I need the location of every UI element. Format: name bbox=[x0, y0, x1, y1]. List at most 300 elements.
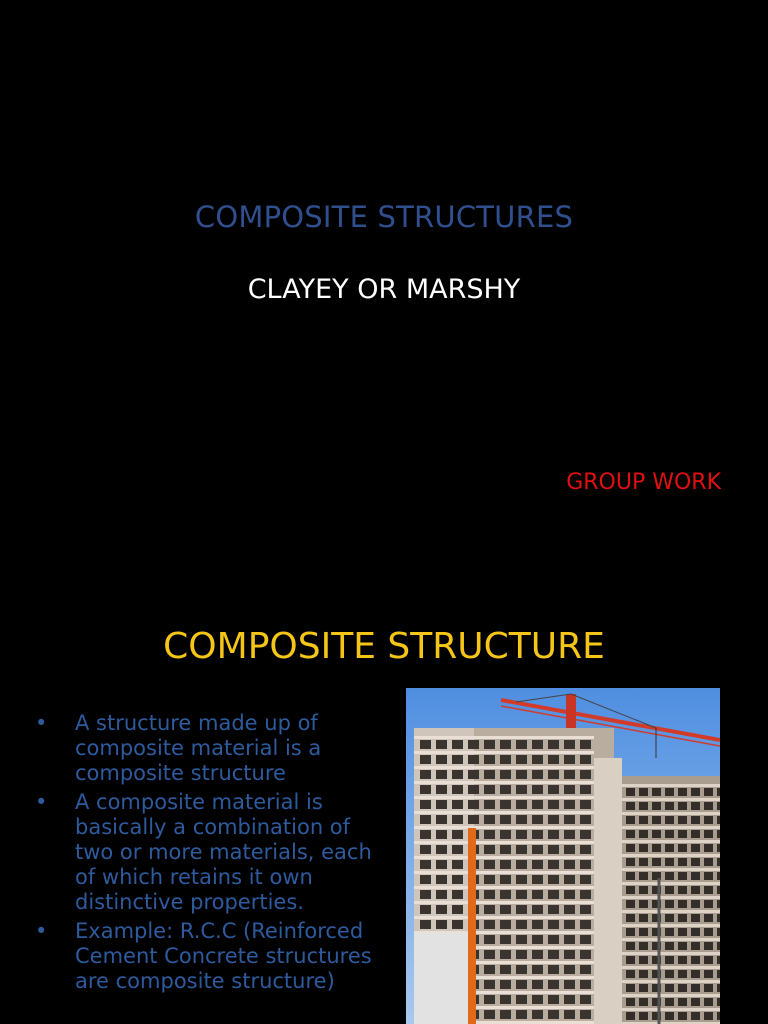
floor-detail bbox=[500, 860, 511, 869]
floor-detail bbox=[622, 798, 720, 801]
floor-detail bbox=[717, 802, 720, 810]
floor-detail bbox=[484, 950, 495, 959]
floor-detail bbox=[564, 995, 575, 1004]
floor-detail bbox=[665, 858, 674, 866]
floor-detail bbox=[564, 965, 575, 974]
floor-detail bbox=[516, 995, 527, 1004]
floor-detail bbox=[626, 802, 635, 810]
floor-detail bbox=[717, 984, 720, 992]
floor-detail bbox=[678, 1012, 687, 1020]
floor-detail bbox=[564, 800, 575, 809]
floor-detail bbox=[414, 841, 594, 844]
bullet-text: A composite material is basically a combination of two or more materials, each of which retains it own distinctive properties. bbox=[75, 790, 372, 914]
floor-detail bbox=[436, 845, 447, 854]
floor-detail bbox=[500, 875, 511, 884]
floor-detail bbox=[652, 816, 661, 824]
floor-detail bbox=[717, 942, 720, 950]
floor-detail bbox=[626, 956, 635, 964]
floor-detail bbox=[704, 942, 713, 950]
floor-detail bbox=[691, 788, 700, 796]
floor-detail bbox=[622, 910, 720, 913]
floor-detail bbox=[414, 871, 594, 874]
floor-detail bbox=[436, 860, 447, 869]
floor-detail bbox=[484, 785, 495, 794]
floor-detail bbox=[500, 980, 511, 989]
floor-detail bbox=[704, 900, 713, 908]
floor-detail bbox=[678, 872, 687, 880]
floor-detail bbox=[420, 845, 431, 854]
floor-detail bbox=[691, 942, 700, 950]
floor-detail bbox=[665, 830, 674, 838]
floor-detail bbox=[665, 900, 674, 908]
floor-detail bbox=[639, 872, 648, 880]
floor-detail bbox=[691, 914, 700, 922]
floor-detail bbox=[532, 905, 543, 914]
floor-detail bbox=[548, 965, 559, 974]
floor-detail bbox=[626, 998, 635, 1006]
floor-detail bbox=[532, 920, 543, 929]
floor-detail bbox=[532, 995, 543, 1004]
floor-detail bbox=[639, 998, 648, 1006]
floor-detail bbox=[414, 736, 594, 739]
floor-detail bbox=[639, 928, 648, 936]
floor-detail bbox=[564, 980, 575, 989]
core-shaft bbox=[594, 758, 622, 1024]
floor-detail bbox=[564, 875, 575, 884]
floor-detail bbox=[516, 875, 527, 884]
floor-detail bbox=[691, 998, 700, 1006]
floor-detail bbox=[532, 890, 543, 899]
floor-detail bbox=[548, 950, 559, 959]
floor-detail bbox=[678, 914, 687, 922]
floor-detail bbox=[704, 816, 713, 824]
floor-detail bbox=[484, 755, 495, 764]
bullet-item bbox=[32, 711, 377, 786]
floor-detail bbox=[484, 830, 495, 839]
floor-detail bbox=[717, 928, 720, 936]
floor-detail bbox=[665, 844, 674, 852]
floor-detail bbox=[452, 845, 463, 854]
floor-detail bbox=[639, 830, 648, 838]
floor-detail bbox=[691, 886, 700, 894]
floor-detail bbox=[622, 952, 720, 955]
floor-detail bbox=[580, 935, 591, 944]
floor-detail bbox=[420, 875, 431, 884]
floor-detail bbox=[691, 858, 700, 866]
floor-detail bbox=[622, 980, 720, 983]
floor-detail bbox=[516, 920, 527, 929]
floor-detail bbox=[484, 965, 495, 974]
floor-detail bbox=[516, 1010, 527, 1019]
floor-detail bbox=[639, 914, 648, 922]
floor-detail bbox=[436, 815, 447, 824]
floor-detail bbox=[678, 858, 687, 866]
floor-detail bbox=[622, 924, 720, 927]
floor-detail bbox=[500, 950, 511, 959]
floor-detail bbox=[626, 858, 635, 866]
floor-detail bbox=[626, 788, 635, 796]
floor-detail bbox=[564, 845, 575, 854]
presentation-title: COMPOSITE STRUCTURES bbox=[194, 200, 574, 234]
floor-detail bbox=[436, 740, 447, 749]
floor-detail bbox=[626, 1012, 635, 1020]
floor-detail bbox=[484, 905, 495, 914]
floor-detail bbox=[516, 905, 527, 914]
slide-composite-structure bbox=[0, 576, 768, 1024]
floor-detail bbox=[580, 800, 591, 809]
floor-detail bbox=[665, 998, 674, 1006]
floor-detail bbox=[622, 840, 720, 843]
floor-detail bbox=[484, 890, 495, 899]
floor-detail bbox=[548, 740, 559, 749]
floor-detail bbox=[691, 802, 700, 810]
floor-detail bbox=[484, 800, 495, 809]
floor-detail bbox=[500, 965, 511, 974]
floor-detail bbox=[639, 942, 648, 950]
floor-detail bbox=[580, 830, 591, 839]
floor-detail bbox=[548, 785, 559, 794]
floor-detail bbox=[468, 740, 479, 749]
floor-detail bbox=[548, 830, 559, 839]
floor-detail bbox=[500, 905, 511, 914]
floor-detail bbox=[622, 896, 720, 899]
floor-detail bbox=[436, 905, 447, 914]
floor-detail bbox=[704, 872, 713, 880]
floor-detail bbox=[452, 800, 463, 809]
floor-detail bbox=[414, 916, 594, 919]
floor-detail bbox=[622, 994, 720, 997]
floor-detail bbox=[500, 755, 511, 764]
floor-detail bbox=[548, 845, 559, 854]
floor-detail bbox=[704, 802, 713, 810]
floor-detail bbox=[500, 920, 511, 929]
floor-detail bbox=[691, 1012, 700, 1020]
floor-detail bbox=[678, 984, 687, 992]
floor-detail bbox=[717, 900, 720, 908]
floor-detail bbox=[717, 872, 720, 880]
floor-detail bbox=[639, 956, 648, 964]
floor-detail bbox=[704, 928, 713, 936]
floor-detail bbox=[452, 830, 463, 839]
floor-detail bbox=[704, 956, 713, 964]
bullet-item bbox=[32, 919, 377, 994]
floor-detail bbox=[484, 875, 495, 884]
floor-detail bbox=[452, 905, 463, 914]
floor-detail bbox=[704, 844, 713, 852]
floor-detail bbox=[484, 995, 495, 1004]
floor-detail bbox=[532, 965, 543, 974]
floor-detail bbox=[414, 856, 594, 859]
floor-detail bbox=[452, 770, 463, 779]
floor-detail bbox=[420, 740, 431, 749]
floor-detail bbox=[639, 970, 648, 978]
floor-detail bbox=[564, 815, 575, 824]
floor-detail bbox=[548, 980, 559, 989]
bullet-list bbox=[32, 711, 377, 998]
floor-detail bbox=[665, 788, 674, 796]
floor-detail bbox=[580, 995, 591, 1004]
floor-detail bbox=[564, 905, 575, 914]
floor-detail bbox=[691, 956, 700, 964]
floor-detail bbox=[665, 914, 674, 922]
floor-detail bbox=[580, 1010, 591, 1019]
floor-detail bbox=[414, 886, 594, 889]
floor-detail bbox=[548, 905, 559, 914]
floor-detail bbox=[580, 785, 591, 794]
floor-detail bbox=[532, 1010, 543, 1019]
floor-detail bbox=[452, 785, 463, 794]
floor-detail bbox=[436, 785, 447, 794]
floor-detail bbox=[665, 872, 674, 880]
floor-detail bbox=[580, 860, 591, 869]
floor-detail bbox=[580, 815, 591, 824]
floor-detail bbox=[564, 785, 575, 794]
floor-detail bbox=[717, 830, 720, 838]
floor-detail bbox=[691, 928, 700, 936]
floor-detail bbox=[665, 816, 674, 824]
floor-detail bbox=[639, 1012, 648, 1020]
floor-detail bbox=[665, 886, 674, 894]
floor-detail bbox=[678, 970, 687, 978]
floor-detail bbox=[678, 830, 687, 838]
floor-detail bbox=[484, 815, 495, 824]
floor-detail bbox=[580, 950, 591, 959]
floor-detail bbox=[704, 830, 713, 838]
floor-detail bbox=[436, 800, 447, 809]
floor-detail bbox=[580, 755, 591, 764]
floor-detail bbox=[580, 770, 591, 779]
floor-detail bbox=[500, 1010, 511, 1019]
floor-detail bbox=[665, 802, 674, 810]
floor-detail bbox=[639, 844, 648, 852]
floor-detail bbox=[414, 751, 594, 754]
bullet-text: A structure made up of composite material is a composite structure bbox=[75, 711, 322, 785]
floor-detail bbox=[436, 755, 447, 764]
floor-detail bbox=[652, 802, 661, 810]
floor-detail bbox=[622, 882, 720, 885]
floor-detail bbox=[420, 815, 431, 824]
floor-detail bbox=[678, 928, 687, 936]
floor-detail bbox=[452, 755, 463, 764]
floor-detail bbox=[626, 928, 635, 936]
floor-detail bbox=[665, 928, 674, 936]
floor-detail bbox=[639, 858, 648, 866]
floor-detail bbox=[516, 965, 527, 974]
floor-detail bbox=[580, 920, 591, 929]
bullet-icon: • bbox=[35, 790, 48, 814]
floor-detail bbox=[414, 826, 594, 829]
floor-detail bbox=[639, 802, 648, 810]
floor-detail bbox=[717, 970, 720, 978]
floor-detail bbox=[564, 890, 575, 899]
floor-detail bbox=[564, 1010, 575, 1019]
floor-detail bbox=[622, 854, 720, 857]
floor-detail bbox=[564, 770, 575, 779]
floor-detail bbox=[691, 830, 700, 838]
floor-detail bbox=[704, 984, 713, 992]
floor-detail bbox=[548, 815, 559, 824]
floor-detail bbox=[484, 980, 495, 989]
floor-detail bbox=[500, 740, 511, 749]
floor-detail bbox=[516, 845, 527, 854]
floor-detail bbox=[704, 1012, 713, 1020]
floor-detail bbox=[704, 858, 713, 866]
floor-detail bbox=[532, 800, 543, 809]
floor-detail bbox=[622, 812, 720, 815]
floor-detail bbox=[564, 860, 575, 869]
floor-detail bbox=[500, 890, 511, 899]
floor-detail bbox=[484, 935, 495, 944]
floor-detail bbox=[468, 815, 479, 824]
floor-detail bbox=[678, 802, 687, 810]
floor-detail bbox=[420, 785, 431, 794]
floor-detail bbox=[717, 886, 720, 894]
floor-detail bbox=[516, 860, 527, 869]
floor-detail bbox=[652, 858, 661, 866]
floor-detail bbox=[436, 890, 447, 899]
floor-detail bbox=[484, 740, 495, 749]
floor-detail bbox=[532, 740, 543, 749]
slide-heading: COMPOSITE STRUCTURE bbox=[163, 626, 605, 667]
floor-detail bbox=[626, 970, 635, 978]
floor-detail bbox=[532, 785, 543, 794]
floor-detail bbox=[704, 886, 713, 894]
floor-detail bbox=[532, 830, 543, 839]
floor-detail bbox=[532, 875, 543, 884]
floor-detail bbox=[717, 914, 720, 922]
floor-detail bbox=[704, 914, 713, 922]
floor-detail bbox=[580, 875, 591, 884]
floor-detail bbox=[420, 830, 431, 839]
floor-detail bbox=[452, 875, 463, 884]
floor-detail bbox=[622, 826, 720, 829]
floor-detail bbox=[484, 845, 495, 854]
floor-detail bbox=[678, 886, 687, 894]
floor-detail bbox=[626, 816, 635, 824]
floor-detail bbox=[436, 920, 447, 929]
floor-detail bbox=[652, 788, 661, 796]
floor-detail bbox=[548, 875, 559, 884]
floor-detail bbox=[420, 755, 431, 764]
floor-detail bbox=[452, 740, 463, 749]
floor-detail bbox=[580, 845, 591, 854]
floor-detail bbox=[717, 788, 720, 796]
floor-detail bbox=[678, 956, 687, 964]
floor-detail bbox=[704, 970, 713, 978]
floor-detail bbox=[665, 1012, 674, 1020]
floor-detail bbox=[691, 984, 700, 992]
floor-detail bbox=[580, 980, 591, 989]
floor-detail bbox=[580, 905, 591, 914]
floor-detail bbox=[678, 900, 687, 908]
building-illustration bbox=[406, 688, 720, 1024]
floor-detail bbox=[580, 965, 591, 974]
floor-detail bbox=[468, 785, 479, 794]
floor-detail bbox=[626, 872, 635, 880]
floor-detail bbox=[516, 755, 527, 764]
floor-detail bbox=[516, 980, 527, 989]
floor-detail bbox=[717, 844, 720, 852]
floor-detail bbox=[626, 886, 635, 894]
floor-detail bbox=[622, 966, 720, 969]
presentation-subtitle: CLAYEY OR MARSHY bbox=[247, 274, 521, 305]
floor-detail bbox=[717, 816, 720, 824]
floor-detail bbox=[639, 816, 648, 824]
floor-detail bbox=[516, 740, 527, 749]
floor-detail bbox=[532, 935, 543, 944]
facade-panels bbox=[414, 933, 469, 1024]
floor-detail bbox=[516, 785, 527, 794]
floor-detail bbox=[500, 995, 511, 1004]
floor-detail bbox=[500, 770, 511, 779]
floor-detail bbox=[500, 830, 511, 839]
floor-detail bbox=[420, 920, 431, 929]
construction-hoist bbox=[468, 828, 476, 1024]
floor-detail bbox=[564, 920, 575, 929]
floor-detail bbox=[548, 995, 559, 1004]
floor-detail bbox=[639, 900, 648, 908]
floor-detail bbox=[414, 901, 594, 904]
floor-detail bbox=[484, 860, 495, 869]
floor-detail bbox=[626, 844, 635, 852]
floor-detail bbox=[516, 815, 527, 824]
floor-detail bbox=[704, 788, 713, 796]
floor-detail bbox=[414, 781, 594, 784]
floor-detail bbox=[532, 770, 543, 779]
floor-detail bbox=[717, 858, 720, 866]
floor-detail bbox=[678, 942, 687, 950]
floor-detail bbox=[420, 860, 431, 869]
floor-detail bbox=[691, 872, 700, 880]
floor-detail bbox=[652, 830, 661, 838]
floor-detail bbox=[468, 800, 479, 809]
floor-detail bbox=[717, 998, 720, 1006]
floor-detail bbox=[626, 914, 635, 922]
floor-detail bbox=[452, 920, 463, 929]
floor-detail bbox=[516, 800, 527, 809]
floor-detail bbox=[548, 890, 559, 899]
floor-detail bbox=[665, 942, 674, 950]
floor-detail bbox=[532, 980, 543, 989]
floor-detail bbox=[532, 815, 543, 824]
floor-detail bbox=[468, 770, 479, 779]
floor-detail bbox=[580, 890, 591, 899]
bullet-text: Example: R.C.C (Reinforced Cement Concrete structures are composite structure) bbox=[75, 919, 372, 993]
floor-detail bbox=[564, 950, 575, 959]
floor-detail bbox=[622, 1008, 720, 1011]
floor-detail bbox=[532, 950, 543, 959]
floor-detail bbox=[564, 935, 575, 944]
floor-detail bbox=[665, 984, 674, 992]
floor-detail bbox=[436, 875, 447, 884]
floor-detail bbox=[516, 830, 527, 839]
floor-detail bbox=[500, 815, 511, 824]
floor-detail bbox=[484, 770, 495, 779]
floor-detail bbox=[691, 970, 700, 978]
floor-detail bbox=[717, 1012, 720, 1020]
floor-detail bbox=[548, 1010, 559, 1019]
floor-detail bbox=[691, 900, 700, 908]
group-work-label: GROUP WORK bbox=[566, 470, 721, 495]
floor-detail bbox=[500, 935, 511, 944]
floor-detail bbox=[532, 755, 543, 764]
floor-detail bbox=[532, 845, 543, 854]
floor-detail bbox=[452, 860, 463, 869]
floor-detail bbox=[516, 890, 527, 899]
floor-detail bbox=[548, 860, 559, 869]
floor-detail bbox=[452, 890, 463, 899]
floor-detail bbox=[622, 868, 720, 871]
